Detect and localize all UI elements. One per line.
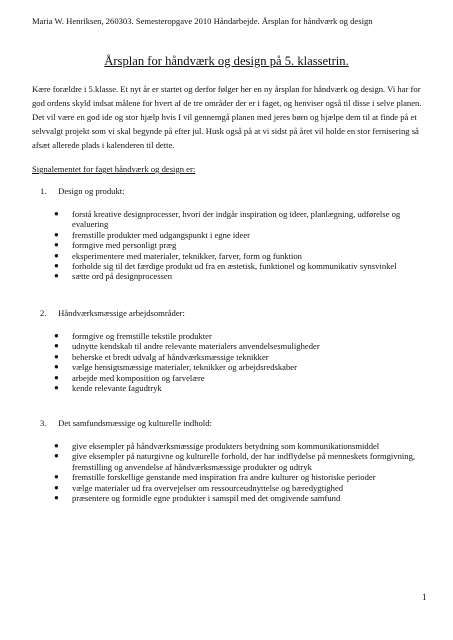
bullet-icon: ● <box>54 331 59 340</box>
bullet-icon: ● <box>54 351 59 361</box>
section-title-text: Håndværksmæssige arbejdsområder: <box>58 308 185 318</box>
section-title-text: Design og produkt: <box>58 186 125 196</box>
list-item <box>52 383 432 393</box>
bullet-icon: ● <box>54 250 59 260</box>
list-item-text: kende relevante fagudtryk <box>72 383 162 394</box>
bullet-icon: ● <box>54 362 59 372</box>
list-item-text: forholde sig til det færdige produkt ud fra en æstetisk, funktionel og kommunikativ synsvinkel <box>72 261 397 272</box>
list-item <box>52 451 432 472</box>
list-item <box>52 230 432 240</box>
list-item-text: vælge materialer ud fra overvejelser om ressourceudnyttelse og bæredygtighed <box>72 482 344 493</box>
intro-paragraph <box>32 82 424 152</box>
list-item-text: forstå kreative designprocesser, hvori der indgår inspiration og ideer, planlægning, udførelse og evaluering <box>72 209 401 230</box>
list-item-text: give eksempler på naturgivne og kulturelle forhold, der har indflydelse på menneskets formgivning, fremstilling og anvendelse af håndværksmæssige produkter og udtryk <box>72 451 416 472</box>
intro-text: Kære forældre i 5.klasse. Et nyt år er startet og derfor følger her en ny årsplan for håndværk og design. Vi har for god ordens skyld indsat målene for hvert af de tre områder der er i faget, og henviser også til disse i selve planen. Det vil være en god ide og stor hjælp hvis I vil gennemgå planen med jeres børn og hjælpe dem til at finde på et selvvalgt projekt som vi skal begynde på efter jul. Husk også på at vi sidst på året vil holde en stor fernisering så afsæt allerede plads i kalenderen til dette. <box>32 84 422 151</box>
list-item-text: eksperimentere med materialer, teknikker, farver, form og funktion <box>72 250 302 261</box>
list-item <box>52 331 432 341</box>
document-title: Årsplan for håndværk og design på 5. klassetrin. <box>104 54 349 68</box>
list-item <box>52 240 432 250</box>
list-item <box>52 341 432 351</box>
bullet-icon: ● <box>54 441 59 450</box>
bullet-icon: ● <box>54 482 59 492</box>
list-item <box>52 209 432 230</box>
list-item <box>52 493 432 503</box>
page-header: Maria W. Henriksen, 260303. Semesteropgave 2010 Håndarbejde. Årsplan for håndværk og design <box>32 16 373 26</box>
list-item-text: give eksempler på håndværksmæssige produkters betydning som kommunikationsmiddel <box>72 441 380 451</box>
list-item-text: udnytte kendskab til andre relevante materialers anvendelsesmuligheder <box>72 341 320 352</box>
bullet-icon: ● <box>54 451 59 461</box>
bullet-icon: ● <box>54 383 59 393</box>
section-title-culture <box>40 418 212 428</box>
section-title-text: Det samfundsmæssige og kulturelle indhold: <box>58 418 212 428</box>
section-list-culture <box>52 441 432 503</box>
bullet-icon: ● <box>54 209 59 218</box>
signal-heading: Signalementet for faget håndværk og design er: <box>32 164 196 174</box>
list-item <box>52 373 432 383</box>
list-item <box>52 362 432 372</box>
section-number: 2. <box>40 308 47 318</box>
list-item <box>52 251 432 261</box>
list-item-text: vælge hensigtsmæssige materialer, teknikker og arbejdsredskaber <box>72 362 297 373</box>
list-item <box>52 352 432 362</box>
list-item-text: fremstille forskellige genstande med inspiration fra andre kulturer og historiske perioder <box>72 472 376 483</box>
page-number: 1 <box>422 592 427 602</box>
section-number: 3. <box>40 418 47 428</box>
bullet-icon: ● <box>54 271 59 281</box>
bullet-icon: ● <box>54 493 59 503</box>
list-item-text: fremstille produkter med udgangspunkt i egne ideer <box>72 229 251 240</box>
list-item-text: sætte ord på designprocessen <box>72 271 172 282</box>
list-item <box>52 441 432 451</box>
list-item-text: beherske et bredt udvalg af håndværksmæssige teknikker <box>72 351 269 362</box>
list-item <box>52 472 432 482</box>
list-item <box>52 271 432 281</box>
list-item <box>52 261 432 271</box>
section-list-design <box>52 209 432 282</box>
section-list-crafts <box>52 331 432 393</box>
list-item <box>52 483 432 493</box>
bullet-icon: ● <box>54 472 59 482</box>
bullet-icon: ● <box>54 341 59 351</box>
list-item-text: arbejde med komposition og farvelære <box>72 372 205 383</box>
section-title-design <box>40 186 125 196</box>
bullet-icon: ● <box>54 229 59 239</box>
section-title-crafts <box>40 308 185 318</box>
bullet-icon: ● <box>54 372 59 382</box>
bullet-icon: ● <box>54 240 59 250</box>
bullet-icon: ● <box>54 261 59 271</box>
list-item-text: formgive og fremstille tekstile produkter <box>72 331 212 341</box>
list-item-text: præsentere og formidle egne produkter i samspil med det omgivende samfund <box>72 493 341 504</box>
list-item-text: formgive med personligt præg <box>72 240 177 251</box>
section-number: 1. <box>40 186 47 196</box>
